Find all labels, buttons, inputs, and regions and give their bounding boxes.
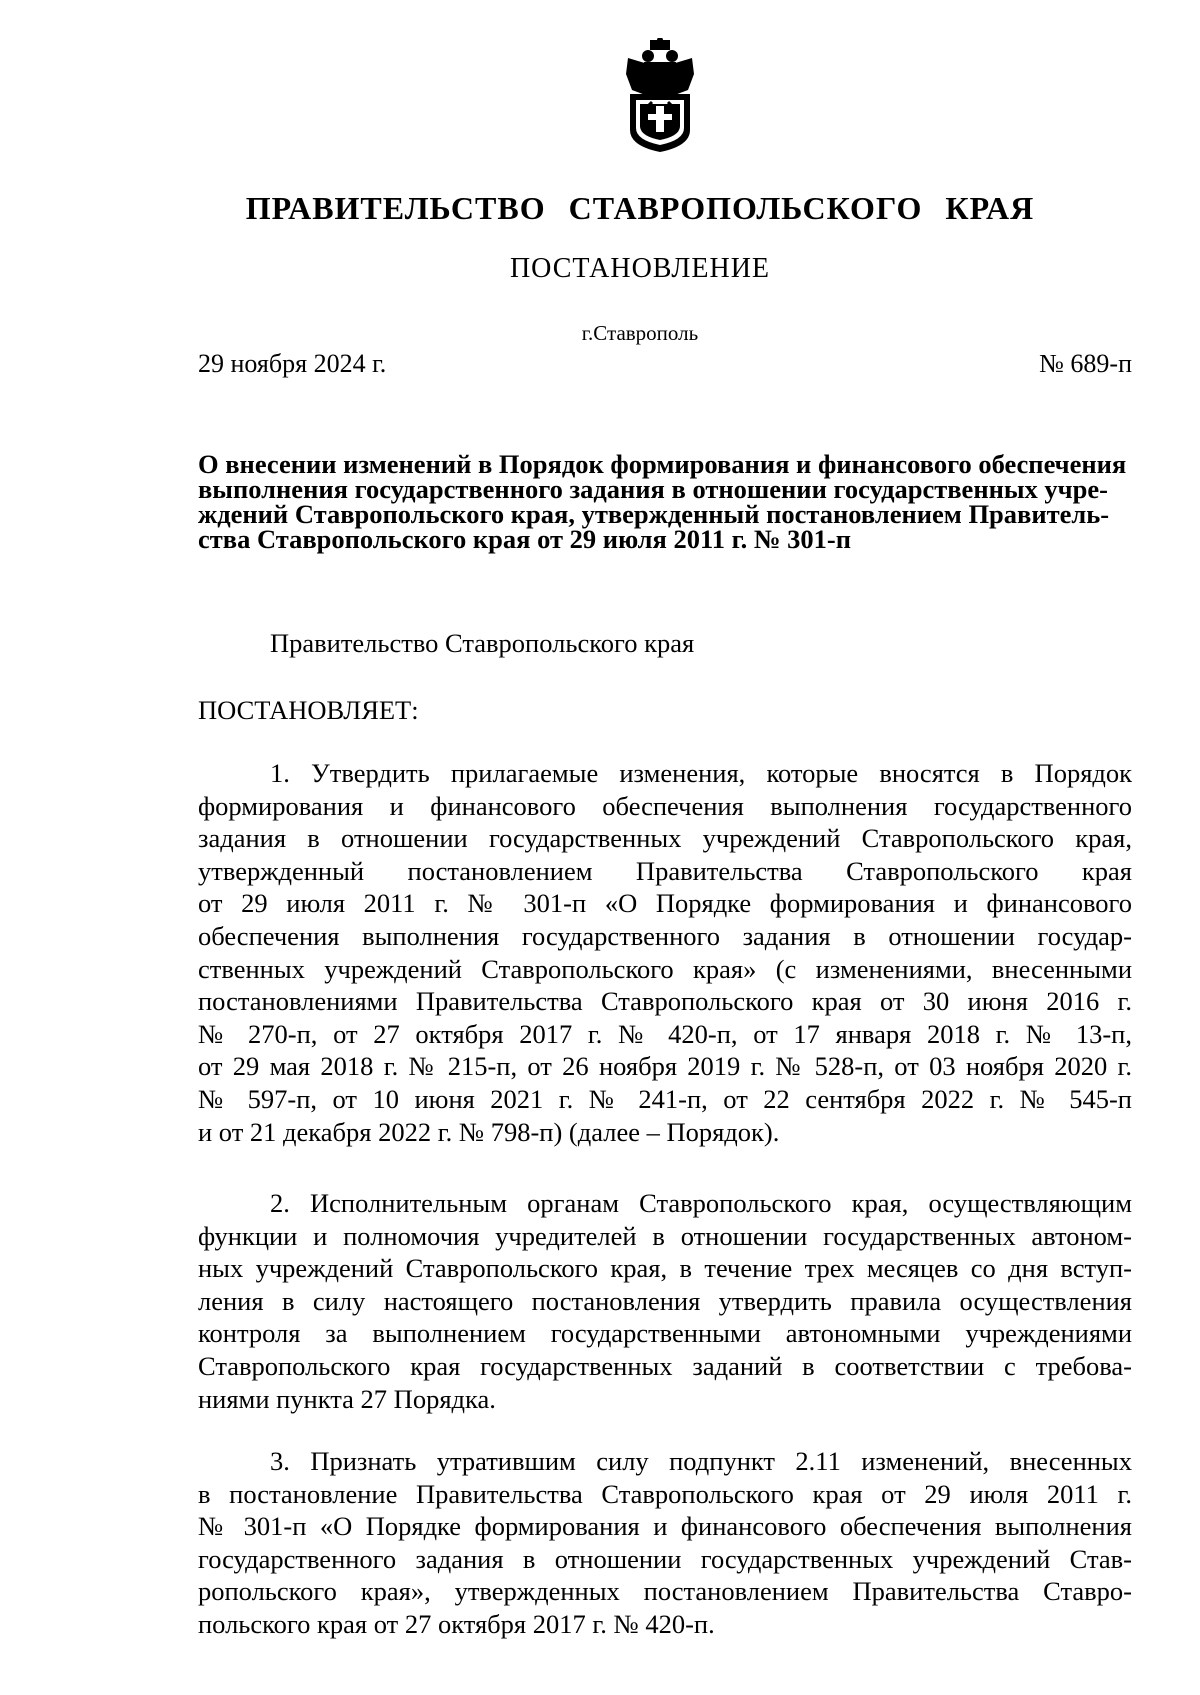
organization-title: ПРАВИТЕЛЬСТВО СТАВРОПОЛЬСКОГО КРАЯ [245, 190, 1035, 226]
paragraph-line: польского края от 27 октября 2017 г. № 420-п. [198, 1608, 715, 1639]
paragraph-line: ных учреждений Ставропольского края, в течение трех месяцев со дня вступ- [198, 1253, 1132, 1284]
paragraph-line: от 29 мая 2018 г. № 215-п, от 26 ноября 2019 г. № 528-п, от 03 ноября 2020 г. [198, 1051, 1132, 1082]
paragraph-line: 3. Признать утратившим силу подпункт 2.11 изменений, внесенных [270, 1446, 1132, 1476]
paragraph-line: № 597-п, от 10 июня 2021 г. № 241-п, от 22 сентября 2022 г. № 545-п [198, 1083, 1132, 1114]
paragraph-line: функции и полномочия учредителей в отношении государственных автоном- [198, 1220, 1132, 1251]
document-date: 29 ноября 2024 г. [198, 349, 387, 378]
paragraph-line: 1. Утвердить прилагаемые изменения, которые вносятся в Порядок [270, 758, 1132, 788]
paragraph-line: 2. Исполнительным органам Ставропольского края, осуществляющим [270, 1188, 1132, 1218]
document-number: № 689-п [1039, 349, 1132, 378]
preamble-government: Правительство Ставропольского края [270, 628, 695, 658]
paragraph-line: от 29 июля 2011 г. № 301-п «О Порядке формирования и финансового [198, 888, 1132, 919]
subject-line: О внесении изменений в Порядок формирования и финансового обеспечения [198, 449, 1127, 479]
paragraph-line: ления в силу настоящего постановления утвердить правила осуществления [198, 1285, 1132, 1316]
paragraph-line: в постановление Правительства Ставропольского края от 29 июля 2011 г. [198, 1478, 1132, 1509]
coat-of-arms-icon [622, 38, 698, 156]
document-subject [198, 449, 1132, 554]
paragraph-line: № 270-п, от 27 октября 2017 г. № 420-п, от 17 января 2018 г. № 13-п, [198, 1018, 1132, 1049]
subject-line: выполнения государственного задания в отношении государственных учре- [198, 474, 1108, 504]
paragraph-line: задания в отношении государственных учреждений Ставропольского края, [198, 823, 1132, 854]
city: г.Ставрополь [581, 321, 699, 345]
document-type: ПОСТАНОВЛЕНИЕ [509, 253, 771, 284]
preamble-resolves: ПОСТАНОВЛЯЕТ: [198, 695, 419, 725]
paragraph-line: контроля за выполнением государственными автономными учреждениями [198, 1318, 1132, 1349]
paragraph-line: ственных учреждений Ставропольского края» (с изменениями, внесенными [198, 953, 1132, 984]
paragraph-line: обеспечения выполнения государственного задания в отношении государ- [198, 920, 1132, 951]
paragraph-line: государственного задания в отношении государственных учреждений Став- [198, 1543, 1132, 1574]
paragraph-line: № 301-п «О Порядке формирования и финансового обеспечения выполнения [198, 1511, 1132, 1542]
paragraph-line: и от 21 декабря 2022 г. № 798-п) (далее – Порядок). [198, 1116, 780, 1147]
subject-line: ждений Ставропольского края, утвержденный постановлением Правитель- [198, 499, 1110, 529]
paragraph-2 [198, 1187, 1132, 1415]
paragraph-line: постановлениями Правительства Ставропольского края от 30 июня 2016 г. [198, 986, 1132, 1017]
paragraph-line: ропольского края», утвержденных постановлением Правительства Ставро- [198, 1576, 1132, 1607]
paragraph-line: утвержденный постановлением Правительства Ставропольского края [198, 855, 1132, 886]
subject-line: ства Ставропольского края от 29 июля 2011 г. № 301-п [198, 524, 852, 554]
paragraph-line: Ставропольского края государственных заданий в соответствии с требова- [198, 1350, 1132, 1381]
paragraph-line: ниями пункта 27 Порядка. [198, 1383, 496, 1414]
paragraph-line: формирования и финансового обеспечения выполнения государственного [198, 790, 1132, 821]
paragraph-1 [198, 757, 1132, 1148]
paragraph-3 [198, 1445, 1132, 1641]
